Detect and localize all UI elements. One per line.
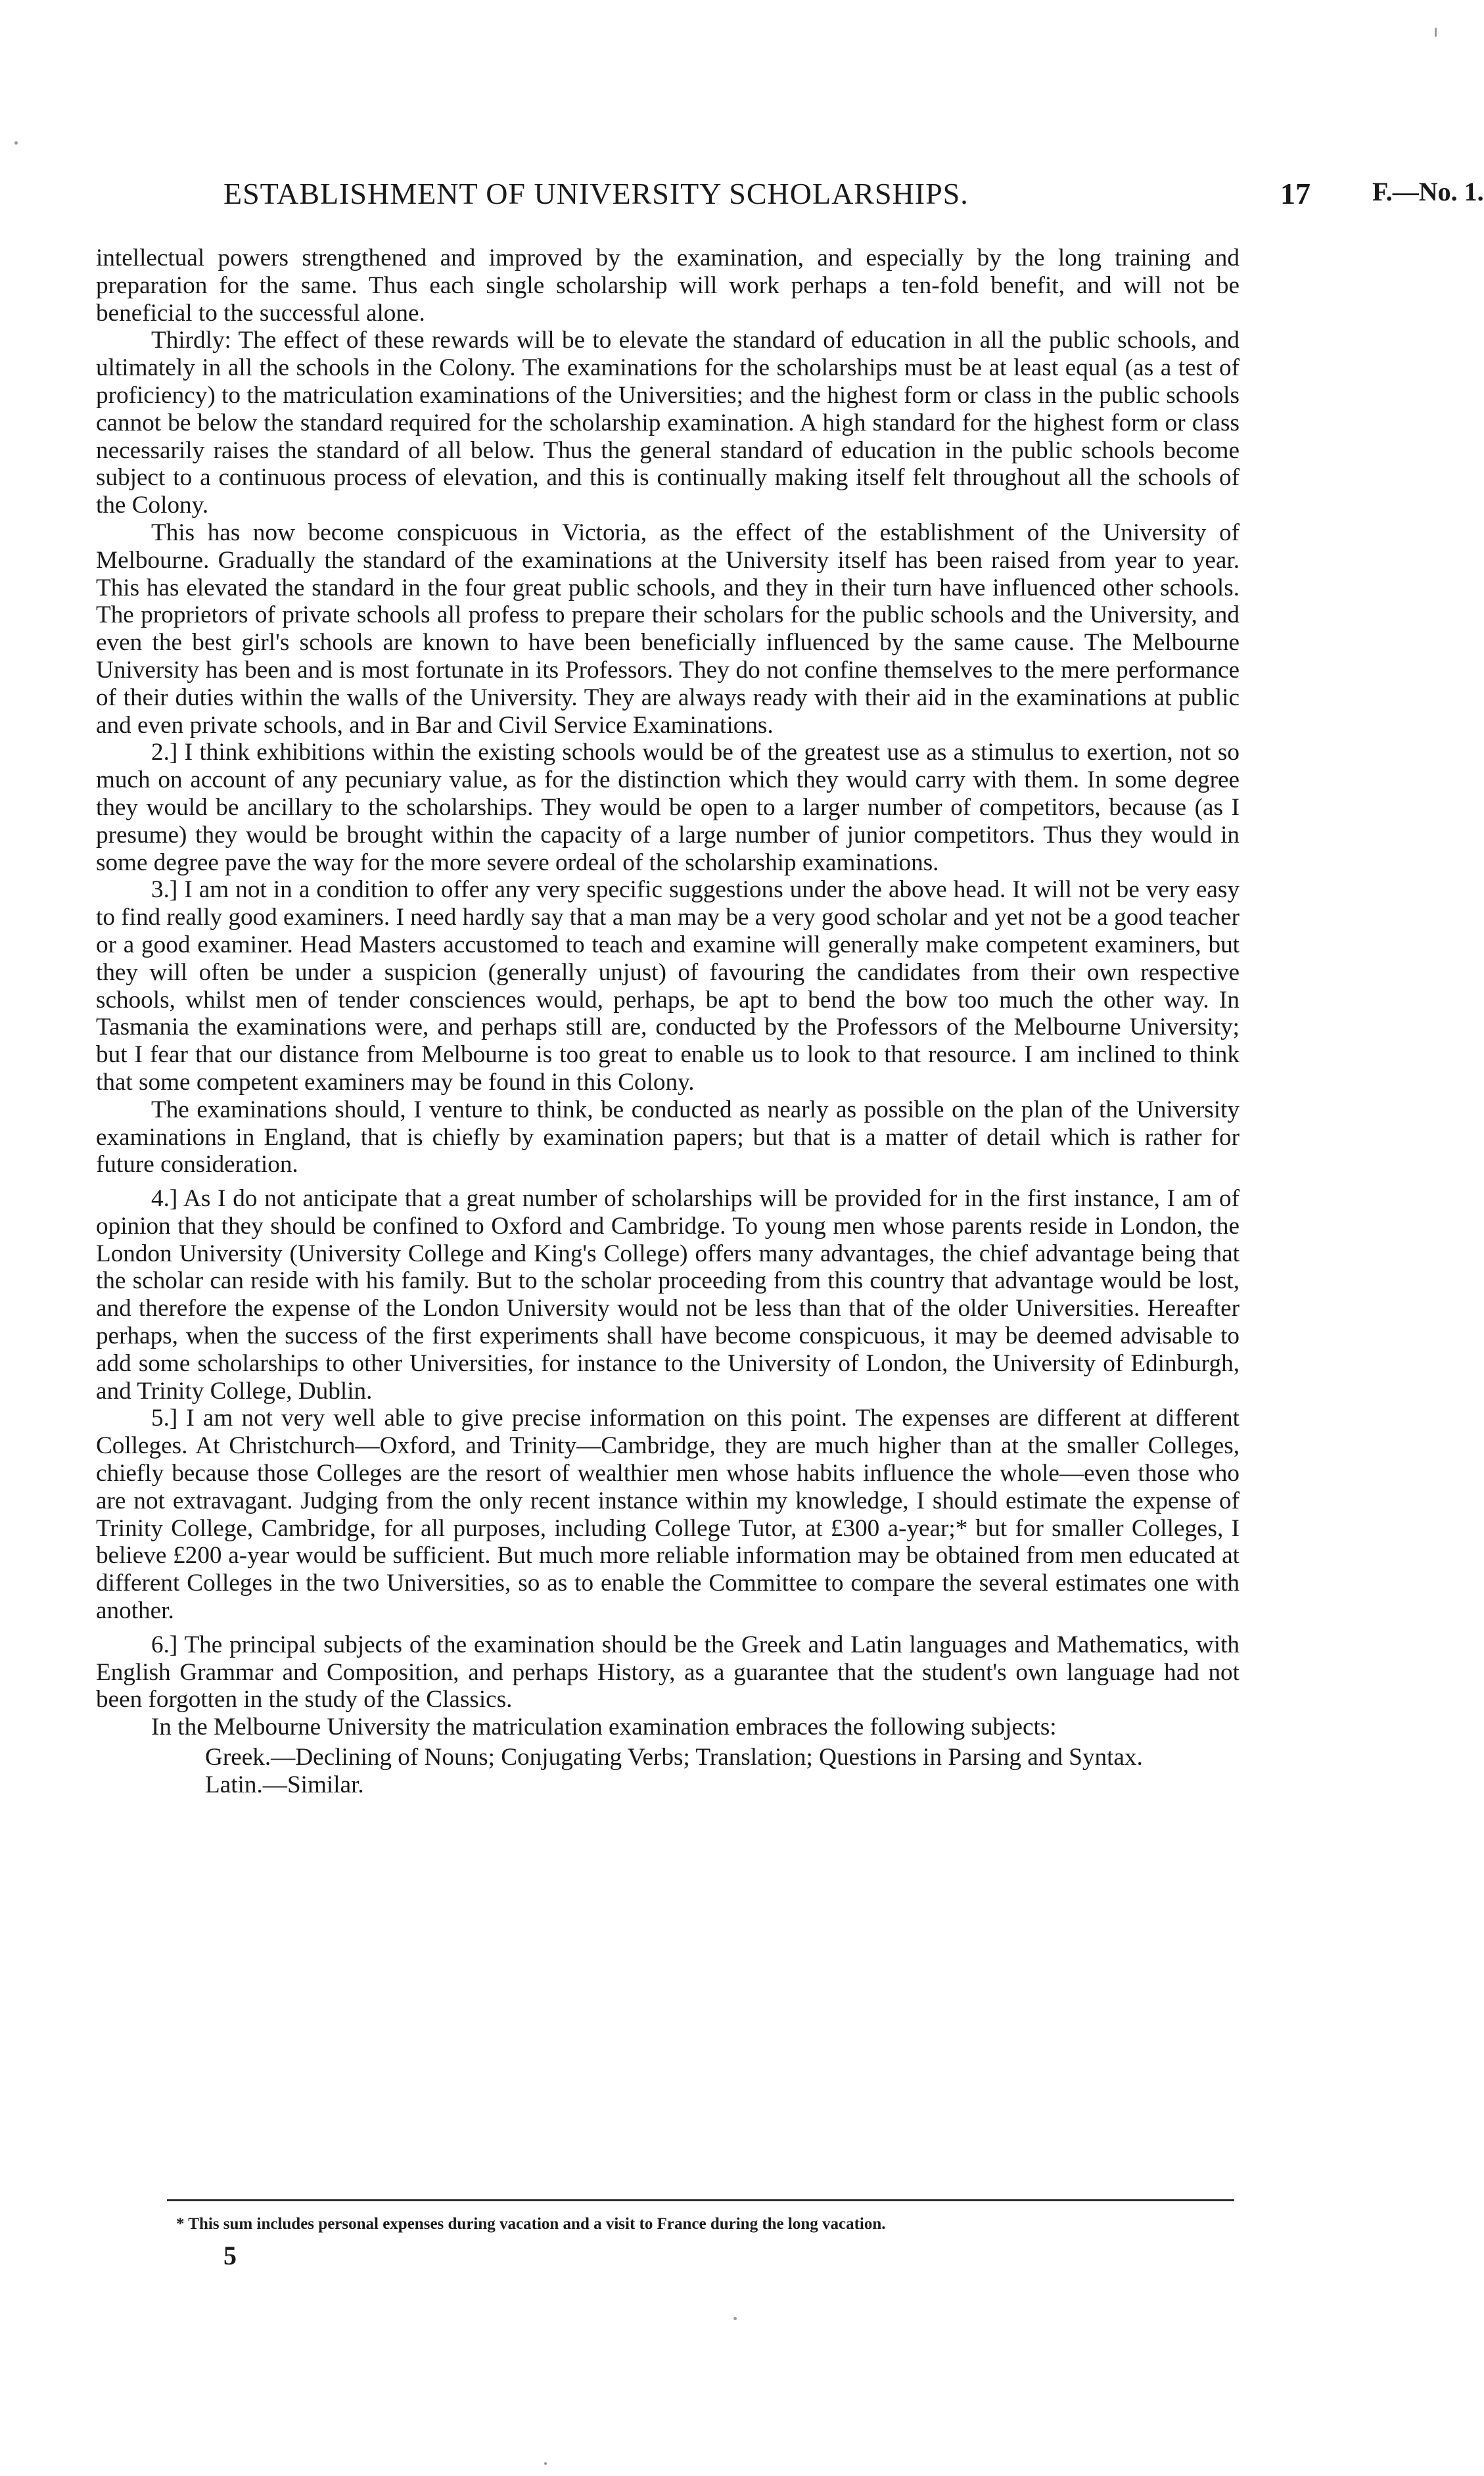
- paragraph-answer-6: 6.] The principal subjects of the examination should be the Greek and Latin languages and Mathematics, with English Grammar and Composition, and perhaps History, as a guarantee that the student's own language had not been forgotten in the study of the Classics.: [96, 1631, 1240, 1714]
- paragraph-answer-4: 4.] As I do not anticipate that a great number of scholarships will be provided for in the first instance, I am of opinion that they should be confined to Oxford and Cambridge. To young men whose parents reside in London, the London University (University College and King's College) offers many advantages, the chief advantage being that the scholar can reside with his family. But to the scholar proceeding from this country that advantage would be lost, and therefore the expense of the London University would not be less than that of the older Universities. Hereafter perhaps, when the success of the first experiments shall have become conspicuous, it may be deemed advisable to add some scholarships to other Universities, for instance to the University of London, the University of Edinburgh, and Trinity College, Dublin.: [96, 1185, 1240, 1405]
- document-reference: F.—No. 1.: [1372, 177, 1484, 206]
- running-title: ESTABLISHMENT OF UNIVERSITY SCHOLARSHIPS.: [223, 177, 969, 210]
- subject-greek: Greek.—Declining of Nouns; Conjugating Verbs; Translation; Questions in Parsing and Syntax.: [205, 1744, 1143, 1771]
- footnote-rule: [167, 2199, 1234, 2201]
- paragraph-continuation: intellectual powers strengthened and improved by the examination, and especially by the long training and preparation for the same. Thus each single scholarship will work perhaps a ten-fold benefit, and will not be beneficial to the successful alone.: [96, 245, 1240, 327]
- signature-mark: 5: [223, 2241, 237, 2270]
- paragraph-thirdly: Thirdly: The effect of these rewards will be to elevate the standard of education in all the public schools, and ultimately in all the schools in the Colony. The examinations for the scholarships must be at least equal (as a test of proficiency) to the matriculation examinations of the Universities; and the highest form or class in the public schools cannot be below the standard required for the scholarship examination. A high standard for the highest form or class necessarily raises the standard of all below. Thus the general standard of education in the public schools become subject to a continuous process of elevation, and this is continually making itself felt throughout all the schools of the Colony.: [96, 327, 1240, 519]
- paragraph-answer-2: 2.] I think exhibitions within the existing schools would be of the greatest use as a stimulus to exertion, not so much on account of any pecuniary value, as for the distinction which they would carry with them. In some degree they would be ancillary to the scholarships. They would be open to a larger number of competitors, because (as I presume) they would be brought within the capacity of a large number of junior competitors. Thus they would in some degree pave the way for the more severe ordeal of the scholarship examinations.: [96, 739, 1240, 876]
- body-text: [96, 245, 1240, 1799]
- page-number: 17: [1280, 177, 1310, 210]
- paragraph-examinations-plan: The examinations should, I venture to think, be conducted as nearly as possible on the plan of the University examinations in England, that is chiefly by examination papers; but that is a matter of detail which is rather for future consideration.: [96, 1096, 1240, 1179]
- paragraph-victoria: This has now become conspicuous in Victoria, as the effect of the establishment of the University of Melbourne. Gradually the standard of the examinations at the University itself has been raised from year to year. This has elevated the standard in the four great public schools, and they in their turn have influenced other schools. The proprietors of private schools all profess to prepare their scholars for the public schools and the University, and even the best girl's schools are known to have been beneficially influenced by the same cause. The Melbourne University has been and is most fortunate in its Professors. They do not confine themselves to the mere performance of their duties within the walls of the University. They are always ready with their aid in the examinations at public and even private schools, and in Bar and Civil Service Examinations.: [96, 519, 1240, 739]
- scan-speck: [14, 141, 18, 145]
- scan-speck: [544, 2462, 547, 2465]
- scan-speck: [733, 2317, 737, 2320]
- paragraph-answer-5: 5.] I am not very well able to give precise information on this point. The expenses are different at different Colleges. At Christchurch—Oxford, and Trinity—Cambridge, they are much higher than at the smaller Colleges, chiefly because those Colleges are the resort of wealthier men whose habits influence the whole—even those who are not extravagant. Judging from the only recent instance within my knowledge, I should estimate the expense of Trinity College, Cambridge, for all purposes, including College Tutor, at £300 a-year;* but for smaller Colleges, I believe £200 a-year would be sufficient. But much more reliable information may be obtained from men educated at different Colleges in the two Universities, so as to enable the Committee to compare the several estimates one with another.: [96, 1405, 1240, 1625]
- page-header: [223, 176, 1484, 216]
- scan-speck: [1435, 28, 1437, 37]
- subject-latin: Latin.—Similar.: [205, 1771, 364, 1798]
- subjects-list: [205, 1744, 1240, 1799]
- paragraph-melbourne-subjects: In the Melbourne University the matriculation examination embraces the following subjects:: [151, 1714, 1057, 1741]
- footnote: * This sum includes personal expenses during vacation and a visit to France during the long vacation.: [176, 2215, 886, 2233]
- paragraph-answer-3: 3.] I am not in a condition to offer any very specific suggestions under the above head. It will not be very easy to find really good examiners. I need hardly say that a man may be a very good scholar and yet not be a good teacher or a good examiner. Head Masters accustomed to teach and examine will generally make competent examiners, but they will often be under a suspicion (generally unjust) of favouring the candidates from their own respective schools, whilst men of tender consciences would, perhaps, be apt to bend the bow too much the other way. In Tasmania the examinations were, and perhaps still are, conducted by the Professors of the Melbourne University; but I fear that our distance from Melbourne is too great to enable us to look to that resource. I am inclined to think that some competent examiners may be found in this Colony.: [96, 876, 1240, 1096]
